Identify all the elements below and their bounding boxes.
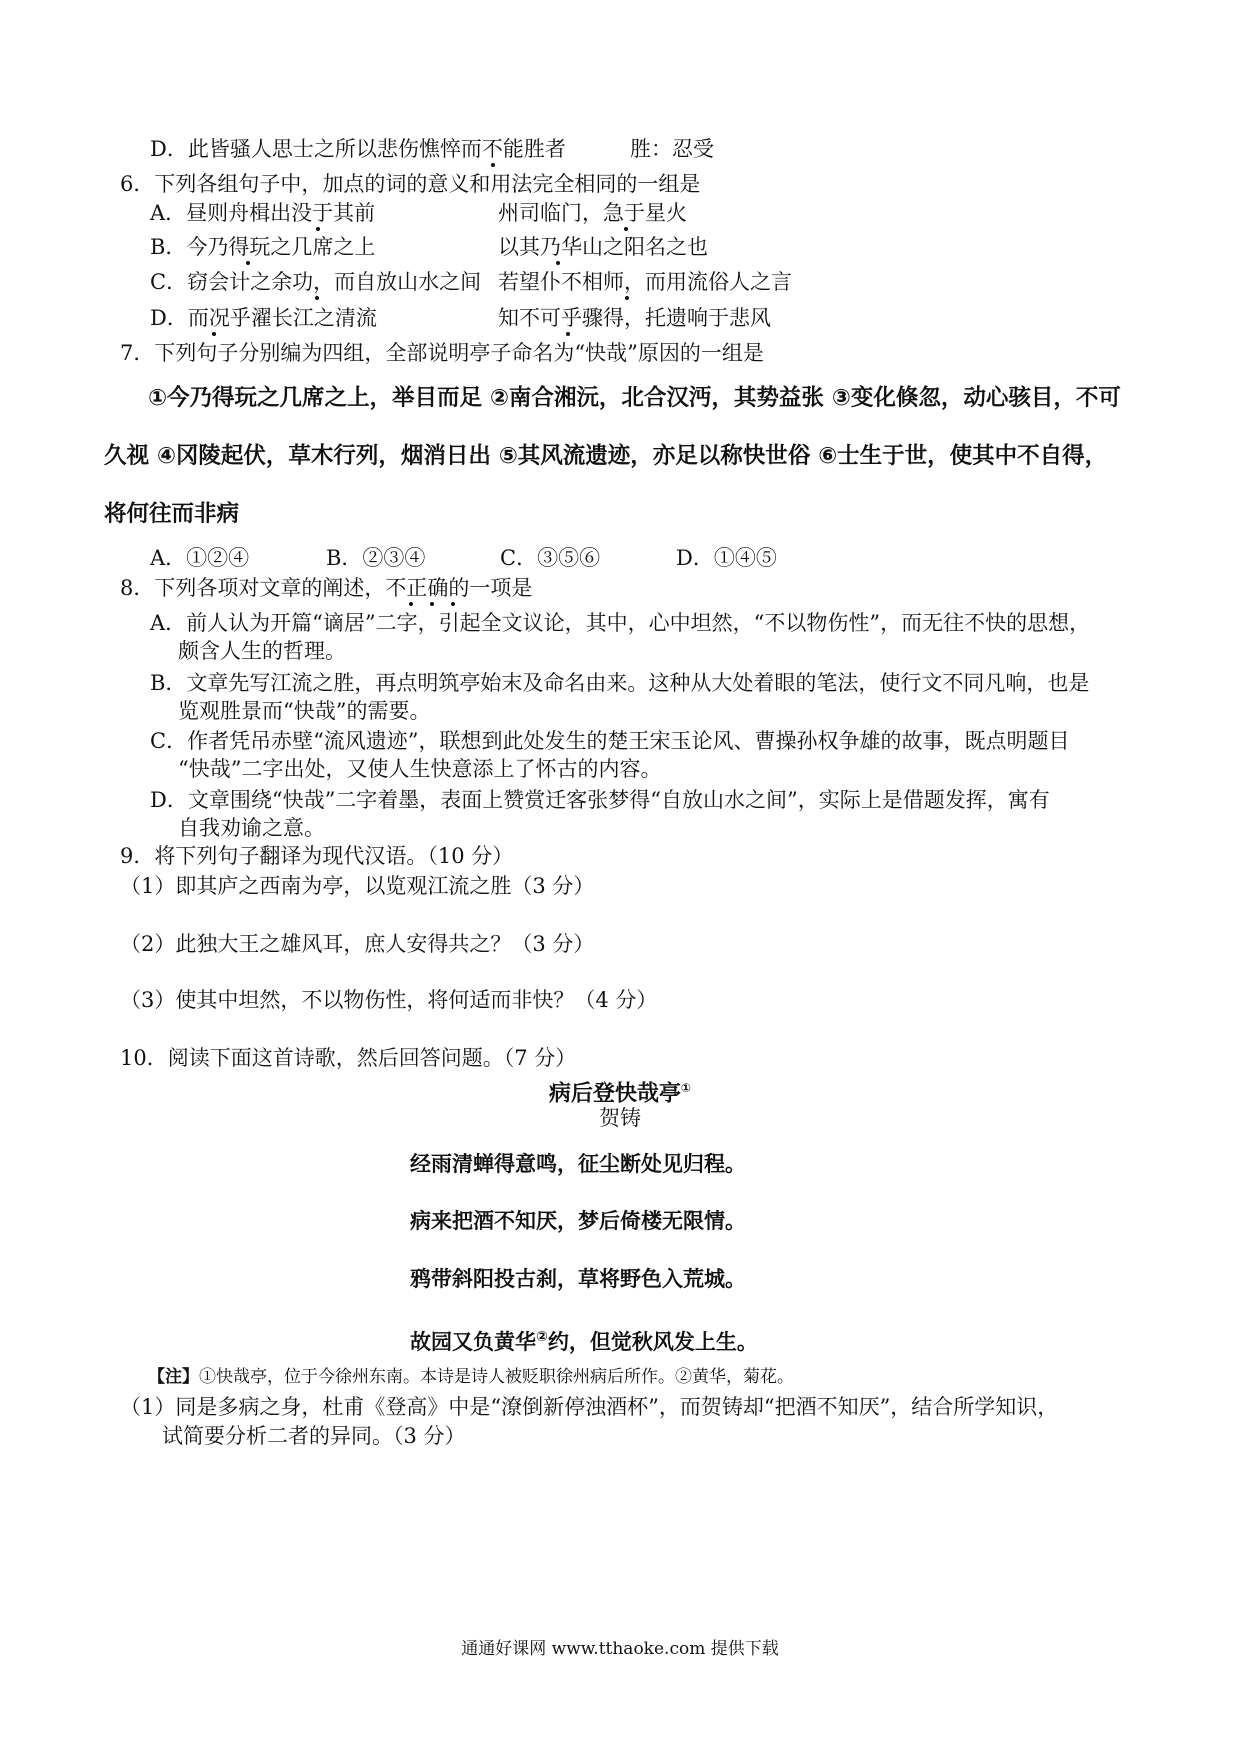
poem-line-3: 鸦带斜阳投古刹，草将野色入荒城。 [410,1267,746,1291]
poem-footnote-mark: ② [536,1329,548,1345]
q10-sub1-line-1: （1）同是多病之身，杜甫《登高》中是“潦倒新停浊酒杯”，而贺铸却“把酒不知厌”，结合所学知识， [120,1395,1059,1419]
emphasis-dot [625,296,629,300]
emphasis-dot [566,332,570,336]
poem-title-footnote-mark: ① [680,1081,692,1095]
q9-item-2: （2）此独大王之雄风耳，庶人安得共之？（3 分） [120,932,595,956]
q6-option-a-left: A．昼则舟楫出没于其前 [150,201,376,225]
poem-line-1: 经雨清蝉得意鸣，征尘断处见归程。 [410,1152,746,1176]
q8-option-c-line-1: C．作者凭吊赤壁“流风遗迹”，联想到此处发生的楚王宋玉论风、曹操孙权争雄的故事，既点明题目 [150,729,1070,753]
q8-option-b-line-1: B．文章先写江流之胜，再点明筑亭始末及命名由来。这种从大处着眼的笔法，使行文不同凡响，也是 [150,671,1090,695]
q5-option-d: D．此皆骚人思士之所以悲伤憔悴而不能胜者 [150,137,566,161]
emphasis-dot [556,261,560,265]
q8-stem: 8．下列各项对文章的阐述，不正确的一项是 [120,576,533,600]
q6-option-b-right: 以其乃华山之阳名之也 [498,235,708,259]
q6-option-c-right: 若望仆不相师，而用流俗人之言 [498,270,792,294]
note-text: ①快哉亭，位于今徐州东南。本诗是诗人被贬职徐州病后所作。②黄华，菊花。 [199,1367,794,1387]
q6-option-d-left: D．而况乎濯长江之清流 [150,306,377,330]
q8-option-d-line-1: D．文章围绕“快哉”二字着墨，表面上赞赏迁客张梦得“自放山水之间”，实际上是借题发挥，寓有 [150,788,1050,812]
q8-option-a-line-1: A．前人认为开篇“谪居”二字，引起全文议论，其中，心中坦然，“不以物伤性”，而无往不快的思想， [150,611,1091,635]
q7-sentences-line-2: 久视 ④冈陵起伏，草木行列，烟消日出 ⑤其风流遗迹，亦足以称快世俗 ⑥士生于世，使其中不自得， [104,443,1108,469]
q7-choice-d: D．①④⑤ [676,546,777,570]
q7-sentences-line-1: ①今乃得玩之几席之上，举目而足 ②南合湘沅，北合汉沔，其势益张 ③变化倏忽，动心骇目，不可 [148,385,1121,411]
q6-stem: 6．下列各组句子中，加点的词的意义和用法完全相同的一组是 [120,172,701,196]
q5-option-d-gloss: 胜：忍受 [630,137,714,161]
poem-note [148,1365,794,1389]
poem-author: 贺铸 [599,1106,641,1130]
q6-option-d-right: 知不可乎骤得，托遗响于悲风 [498,306,771,330]
emphasis-dot [409,602,413,606]
emphasis-dot [315,296,319,300]
q7-stem: 7．下列句子分别编为四组，全部说明亭子命名为“快哉”原因的一组是 [120,341,764,365]
emphasis-dot [212,332,216,336]
q10-stem: 10．阅读下面这首诗歌，然后回答问题。（7 分） [120,1046,577,1070]
emphasis-dot [624,227,628,231]
q7-choice-a: A．①②④ [150,546,250,570]
q9-stem: 9．将下列句子翻译为现代汉语。（10 分） [120,844,514,868]
emphasis-dot [246,261,250,265]
q9-item-3: （3）使其中坦然，不以物伤性，将何适而非快？（4 分） [120,988,658,1012]
q7-sentences-line-3: 将何往而非病 [104,501,240,527]
q10-sub1-line-2: 试简要分析二者的异同。（3 分） [162,1424,466,1448]
q7-choice-c: C．③⑤⑥ [500,546,601,570]
q8-option-d-line-2: 自我劝谕之意。 [178,816,325,840]
poem-title: 病后登快哉亭① [548,1081,692,1107]
poem-line-4: 故园又负黄华②约，但觉秋风发上生。 [410,1329,758,1354]
emphasis-dot [316,227,320,231]
q6-option-c-left: C．窃会计之余功，而自放山水之间 [150,270,482,294]
q8-option-a-line-2: 颇含人生的哲理。 [178,639,346,663]
poem-line-2: 病来把酒不知厌，梦后倚楼无限情。 [410,1209,746,1233]
emphasis-dot [430,602,434,606]
q8-option-b-line-2: 览观胜景而“快哉”的需要。 [178,699,431,723]
q6-option-b-left: B．今乃得玩之几席之上 [150,235,376,259]
emphasis-dot [451,602,455,606]
q8-option-c-line-2: “快哉”二字出处，又使人生快意添上了怀古的内容。 [178,757,662,781]
emphasis-dot [491,163,495,167]
q9-item-1: （1）即其庐之西南为亭，以览观江流之胜（3 分） [120,874,595,898]
q6-option-a-right: 州司临门，急于星火 [498,201,687,225]
q7-choice-b: B．②③④ [326,546,426,570]
page-footer: 通通好课网 www.tthaoke.com 提供下载 [461,1639,779,1659]
note-tag: 【注】 [148,1367,199,1387]
